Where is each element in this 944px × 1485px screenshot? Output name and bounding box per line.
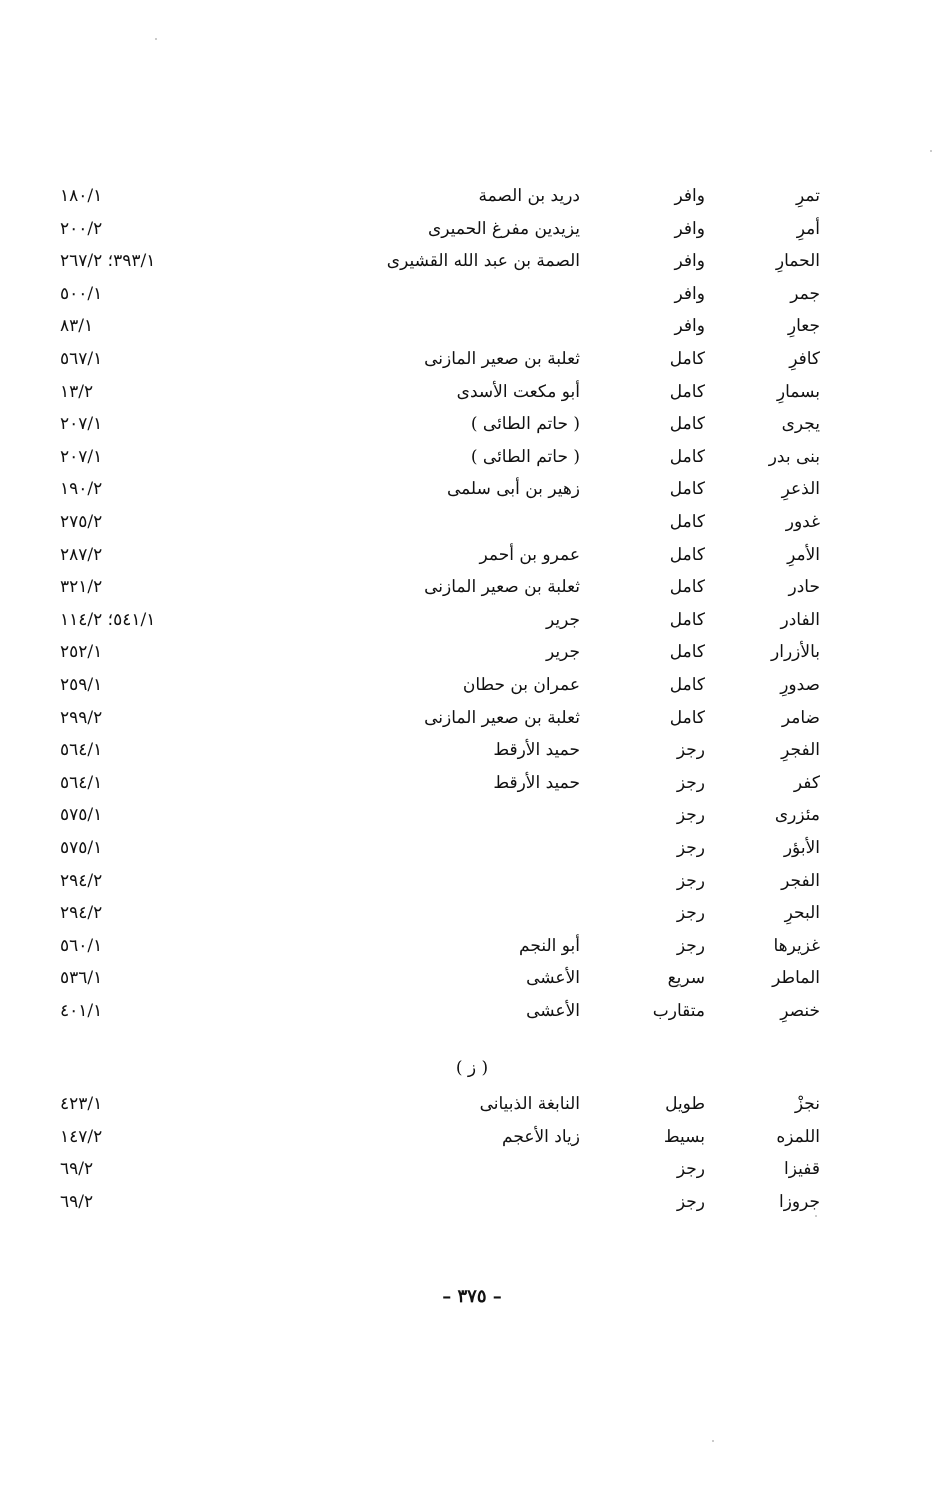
reference-text: ٣٢١/٢ xyxy=(60,577,103,598)
rhyme-cell: الأمرِ xyxy=(787,544,820,565)
rhyme-cell: قفيزا xyxy=(784,1159,820,1180)
reference-cell xyxy=(60,344,260,374)
meter-cell: بسيط xyxy=(663,1126,705,1147)
rhyme-cell: كفر xyxy=(793,772,820,793)
poet-cell: الأعشى xyxy=(526,1001,580,1021)
reference-cell xyxy=(60,703,260,733)
index-row xyxy=(60,540,820,570)
rhyme-cell: غزيرها xyxy=(773,935,820,956)
rhyme-cell: خنصرِ xyxy=(780,1001,820,1021)
reference-cell xyxy=(60,670,260,700)
poet-cell: عمران بن حطان xyxy=(462,675,580,695)
rhyme-cell: جعارِ xyxy=(787,316,820,337)
meter-cell: سريع xyxy=(667,968,705,989)
rhyme-cell: بالأزرار xyxy=(771,642,820,663)
index-row xyxy=(60,507,820,537)
index-row xyxy=(60,963,820,993)
rhyme-cell: اللمزه xyxy=(776,1126,820,1147)
rhyme-cell: حادر xyxy=(788,577,820,598)
index-row xyxy=(60,214,820,244)
index-row xyxy=(60,800,820,830)
scan-speck xyxy=(155,38,157,40)
reference-cell xyxy=(60,963,260,993)
index-row xyxy=(60,996,820,1026)
index-row xyxy=(60,246,820,276)
meter-cell: كامل xyxy=(669,446,705,467)
reference-text: ٢٩٤/٢ xyxy=(60,903,103,924)
reference-text: ٥٣٦/١ xyxy=(60,968,103,989)
index-row xyxy=(60,409,820,439)
meter-cell: كامل xyxy=(669,479,705,500)
reference-cell xyxy=(60,409,260,439)
reference-text: ٥٦٠/١ xyxy=(60,935,103,956)
rhyme-cell: كافرِ xyxy=(789,349,820,369)
index-row xyxy=(60,898,820,928)
index-row xyxy=(60,1089,820,1119)
meter-cell: وافر xyxy=(674,283,705,304)
poet-cell: ثعلبة بن صعير المازنى xyxy=(424,349,580,369)
index-row xyxy=(60,931,820,961)
rhyme-cell: صدورِ xyxy=(780,675,820,695)
reference-text: ٥٧٥/١ xyxy=(60,838,103,858)
meter-cell: كامل xyxy=(669,512,705,532)
index-row xyxy=(60,377,820,407)
reference-cell xyxy=(60,1154,260,1184)
index-row xyxy=(60,833,820,863)
rhyme-cell: بنى بدر xyxy=(768,446,820,467)
meter-cell: كامل xyxy=(669,609,705,630)
index-row xyxy=(60,1122,820,1152)
reference-cell xyxy=(60,1122,260,1152)
reference-text: ٤٠١/١ xyxy=(60,1001,103,1021)
rhyme-cell: بسمارِ xyxy=(776,381,820,402)
index-row xyxy=(60,866,820,896)
page-number: – ٣٧٥ – xyxy=(442,1286,502,1307)
rhyme-cell: الماطر xyxy=(772,968,820,989)
reference-text: ٥٦٧/١ xyxy=(60,349,103,369)
reference-cell xyxy=(60,572,260,602)
rhyme-cell: الأبؤر xyxy=(783,838,820,858)
reference-text: ٤٢٣/١ xyxy=(60,1094,103,1114)
reference-cell xyxy=(60,637,260,667)
rhyme-cell: الحمارِ xyxy=(775,251,820,272)
index-row xyxy=(60,181,820,211)
reference-text: ٢٧٥/٢ xyxy=(60,512,103,532)
index-row xyxy=(60,735,820,765)
index-row xyxy=(60,1154,820,1184)
poet-cell: النابغة الذبيانى xyxy=(479,1094,580,1114)
reference-text: ٦٩/٢ xyxy=(60,1159,94,1180)
meter-cell: رجز xyxy=(676,740,705,761)
poet-cell: حميد الأرقط xyxy=(493,740,580,761)
poet-cell: أبو مكعت الأسدى xyxy=(456,381,580,402)
reference-cell xyxy=(60,442,260,472)
reference-text: ٢٥٩/١ xyxy=(60,675,103,695)
section-heading-z: ( ز ) xyxy=(455,1058,489,1078)
meter-cell: كامل xyxy=(669,642,705,663)
meter-cell: رجز xyxy=(676,772,705,793)
index-row xyxy=(60,572,820,602)
reference-cell xyxy=(60,214,260,244)
rhyme-cell: غدور xyxy=(785,512,820,532)
reference-text: ٥٧٥/١ xyxy=(60,805,103,826)
index-row xyxy=(60,311,820,341)
rhyme-cell: جروزا xyxy=(778,1191,820,1212)
rhyme-cell: نجزْ xyxy=(794,1094,820,1114)
meter-cell: رجز xyxy=(676,805,705,826)
meter-cell: رجز xyxy=(676,838,705,858)
reference-text: ٢٠٧/١ xyxy=(60,446,103,467)
reference-text: ٢٠٧/١ xyxy=(60,414,103,435)
reference-text: ٢٩٤/٢ xyxy=(60,870,103,891)
reference-text: ٥٠٠/١ xyxy=(60,283,103,304)
poet-cell: جرير xyxy=(546,642,580,663)
reference-text: ٢٨٧/٢ xyxy=(60,544,103,565)
poet-cell: حميد الأرقط xyxy=(493,772,580,793)
reference-text: ١٩٠/٢ xyxy=(60,479,103,500)
rhyme-cell: جمر xyxy=(790,283,820,304)
index-row xyxy=(60,344,820,374)
rhyme-cell: ضامر xyxy=(781,707,820,728)
meter-cell: رجز xyxy=(676,1191,705,1212)
reference-cell xyxy=(60,507,260,537)
meter-cell: كامل xyxy=(669,349,705,369)
rhyme-cell: البحرِ xyxy=(784,903,820,924)
poet-cell: ( حاتم الطائى ) xyxy=(470,414,580,435)
meter-cell: رجز xyxy=(676,935,705,956)
reference-cell xyxy=(60,931,260,961)
reference-text: ٢٩٩/٢ xyxy=(60,707,103,728)
rhyme-cell: تمرِ xyxy=(796,186,820,206)
meter-cell: كامل xyxy=(669,381,705,402)
reference-cell xyxy=(60,181,260,211)
reference-text: ٥٦٤/١ xyxy=(60,772,103,793)
reference-text: ٨٣/١ xyxy=(60,316,94,337)
reference-cell xyxy=(60,540,260,570)
reference-text: ٢٥٢/١ xyxy=(60,642,103,663)
poet-cell: أبو النجم xyxy=(519,935,580,956)
reference-text: ١٨٠/١ xyxy=(60,186,103,206)
meter-cell: رجز xyxy=(676,870,705,891)
index-row xyxy=(60,474,820,504)
index-row xyxy=(60,703,820,733)
reference-text: ٥٤١/١؛ ١١٤/٢ xyxy=(60,609,156,630)
poet-cell: دريد بن الصمة xyxy=(478,186,580,206)
meter-cell: وافر xyxy=(674,186,705,206)
meter-cell: رجز xyxy=(676,903,705,924)
reference-cell xyxy=(60,996,260,1026)
poet-cell: جرير xyxy=(546,609,580,630)
rhyme-cell: أمرِ xyxy=(796,218,820,239)
reference-text: ٦٩/٢ xyxy=(60,1191,94,1212)
reference-text: ٢٠٠/٢ xyxy=(60,218,103,239)
poet-cell: ثعلبة بن صعير المازنى xyxy=(424,577,580,598)
meter-cell: كامل xyxy=(669,675,705,695)
rhyme-cell: الذعرِ xyxy=(781,479,820,500)
poet-cell: زياد الأعجم xyxy=(502,1126,580,1147)
reference-cell xyxy=(60,605,260,635)
reference-cell xyxy=(60,246,260,276)
reference-cell xyxy=(60,800,260,830)
rhyme-cell: مئزرى xyxy=(774,805,820,826)
reference-text: ١٤٧/٢ xyxy=(60,1126,103,1147)
meter-cell: كامل xyxy=(669,707,705,728)
poet-cell: يزيدين مفرغ الحميرى xyxy=(428,218,580,239)
meter-cell: كامل xyxy=(669,544,705,565)
index-row xyxy=(60,1187,820,1217)
reference-cell xyxy=(60,279,260,309)
reference-cell xyxy=(60,1089,260,1119)
index-row xyxy=(60,442,820,472)
reference-cell xyxy=(60,735,260,765)
index-row xyxy=(60,637,820,667)
index-row xyxy=(60,605,820,635)
reference-cell xyxy=(60,866,260,896)
meter-cell: وافر xyxy=(674,251,705,272)
poet-cell: الأعشى xyxy=(526,968,580,989)
rhyme-cell: يجرى xyxy=(781,414,820,435)
scan-speck xyxy=(930,150,932,152)
reference-text: ١٣/٢ xyxy=(60,381,94,402)
poet-cell: ثعلبة بن صعير المازنى xyxy=(424,707,580,728)
meter-cell: متقارب xyxy=(652,1001,705,1021)
meter-cell: طويل xyxy=(665,1094,705,1114)
rhyme-cell: الفادر xyxy=(780,609,820,630)
poet-cell: زهير بن أبى سلمى xyxy=(446,479,580,500)
reference-cell xyxy=(60,768,260,798)
reference-cell xyxy=(60,898,260,928)
scan-speck xyxy=(712,1440,714,1442)
rhyme-cell: الفجر xyxy=(781,870,820,891)
scan-speck xyxy=(815,1215,817,1217)
poet-cell: ( حاتم الطائى ) xyxy=(470,446,580,467)
poet-cell: الصمة بن عبد الله القشيرى xyxy=(386,251,580,272)
reference-cell xyxy=(60,833,260,863)
reference-cell xyxy=(60,311,260,341)
index-row xyxy=(60,670,820,700)
reference-text: ٣٩٣/١؛ ٢٦٧/٢ xyxy=(60,251,156,272)
rhyme-cell: الفجرِ xyxy=(781,740,820,761)
reference-cell xyxy=(60,474,260,504)
reference-text: ٥٦٤/١ xyxy=(60,740,103,761)
meter-cell: وافر xyxy=(674,316,705,337)
meter-cell: كامل xyxy=(669,414,705,435)
reference-cell xyxy=(60,377,260,407)
reference-cell xyxy=(60,1187,260,1217)
index-row xyxy=(60,279,820,309)
meter-cell: كامل xyxy=(669,577,705,598)
poet-cell: عمرو بن أحمر xyxy=(479,544,580,565)
index-row xyxy=(60,768,820,798)
meter-cell: رجز xyxy=(676,1159,705,1180)
meter-cell: وافر xyxy=(674,218,705,239)
